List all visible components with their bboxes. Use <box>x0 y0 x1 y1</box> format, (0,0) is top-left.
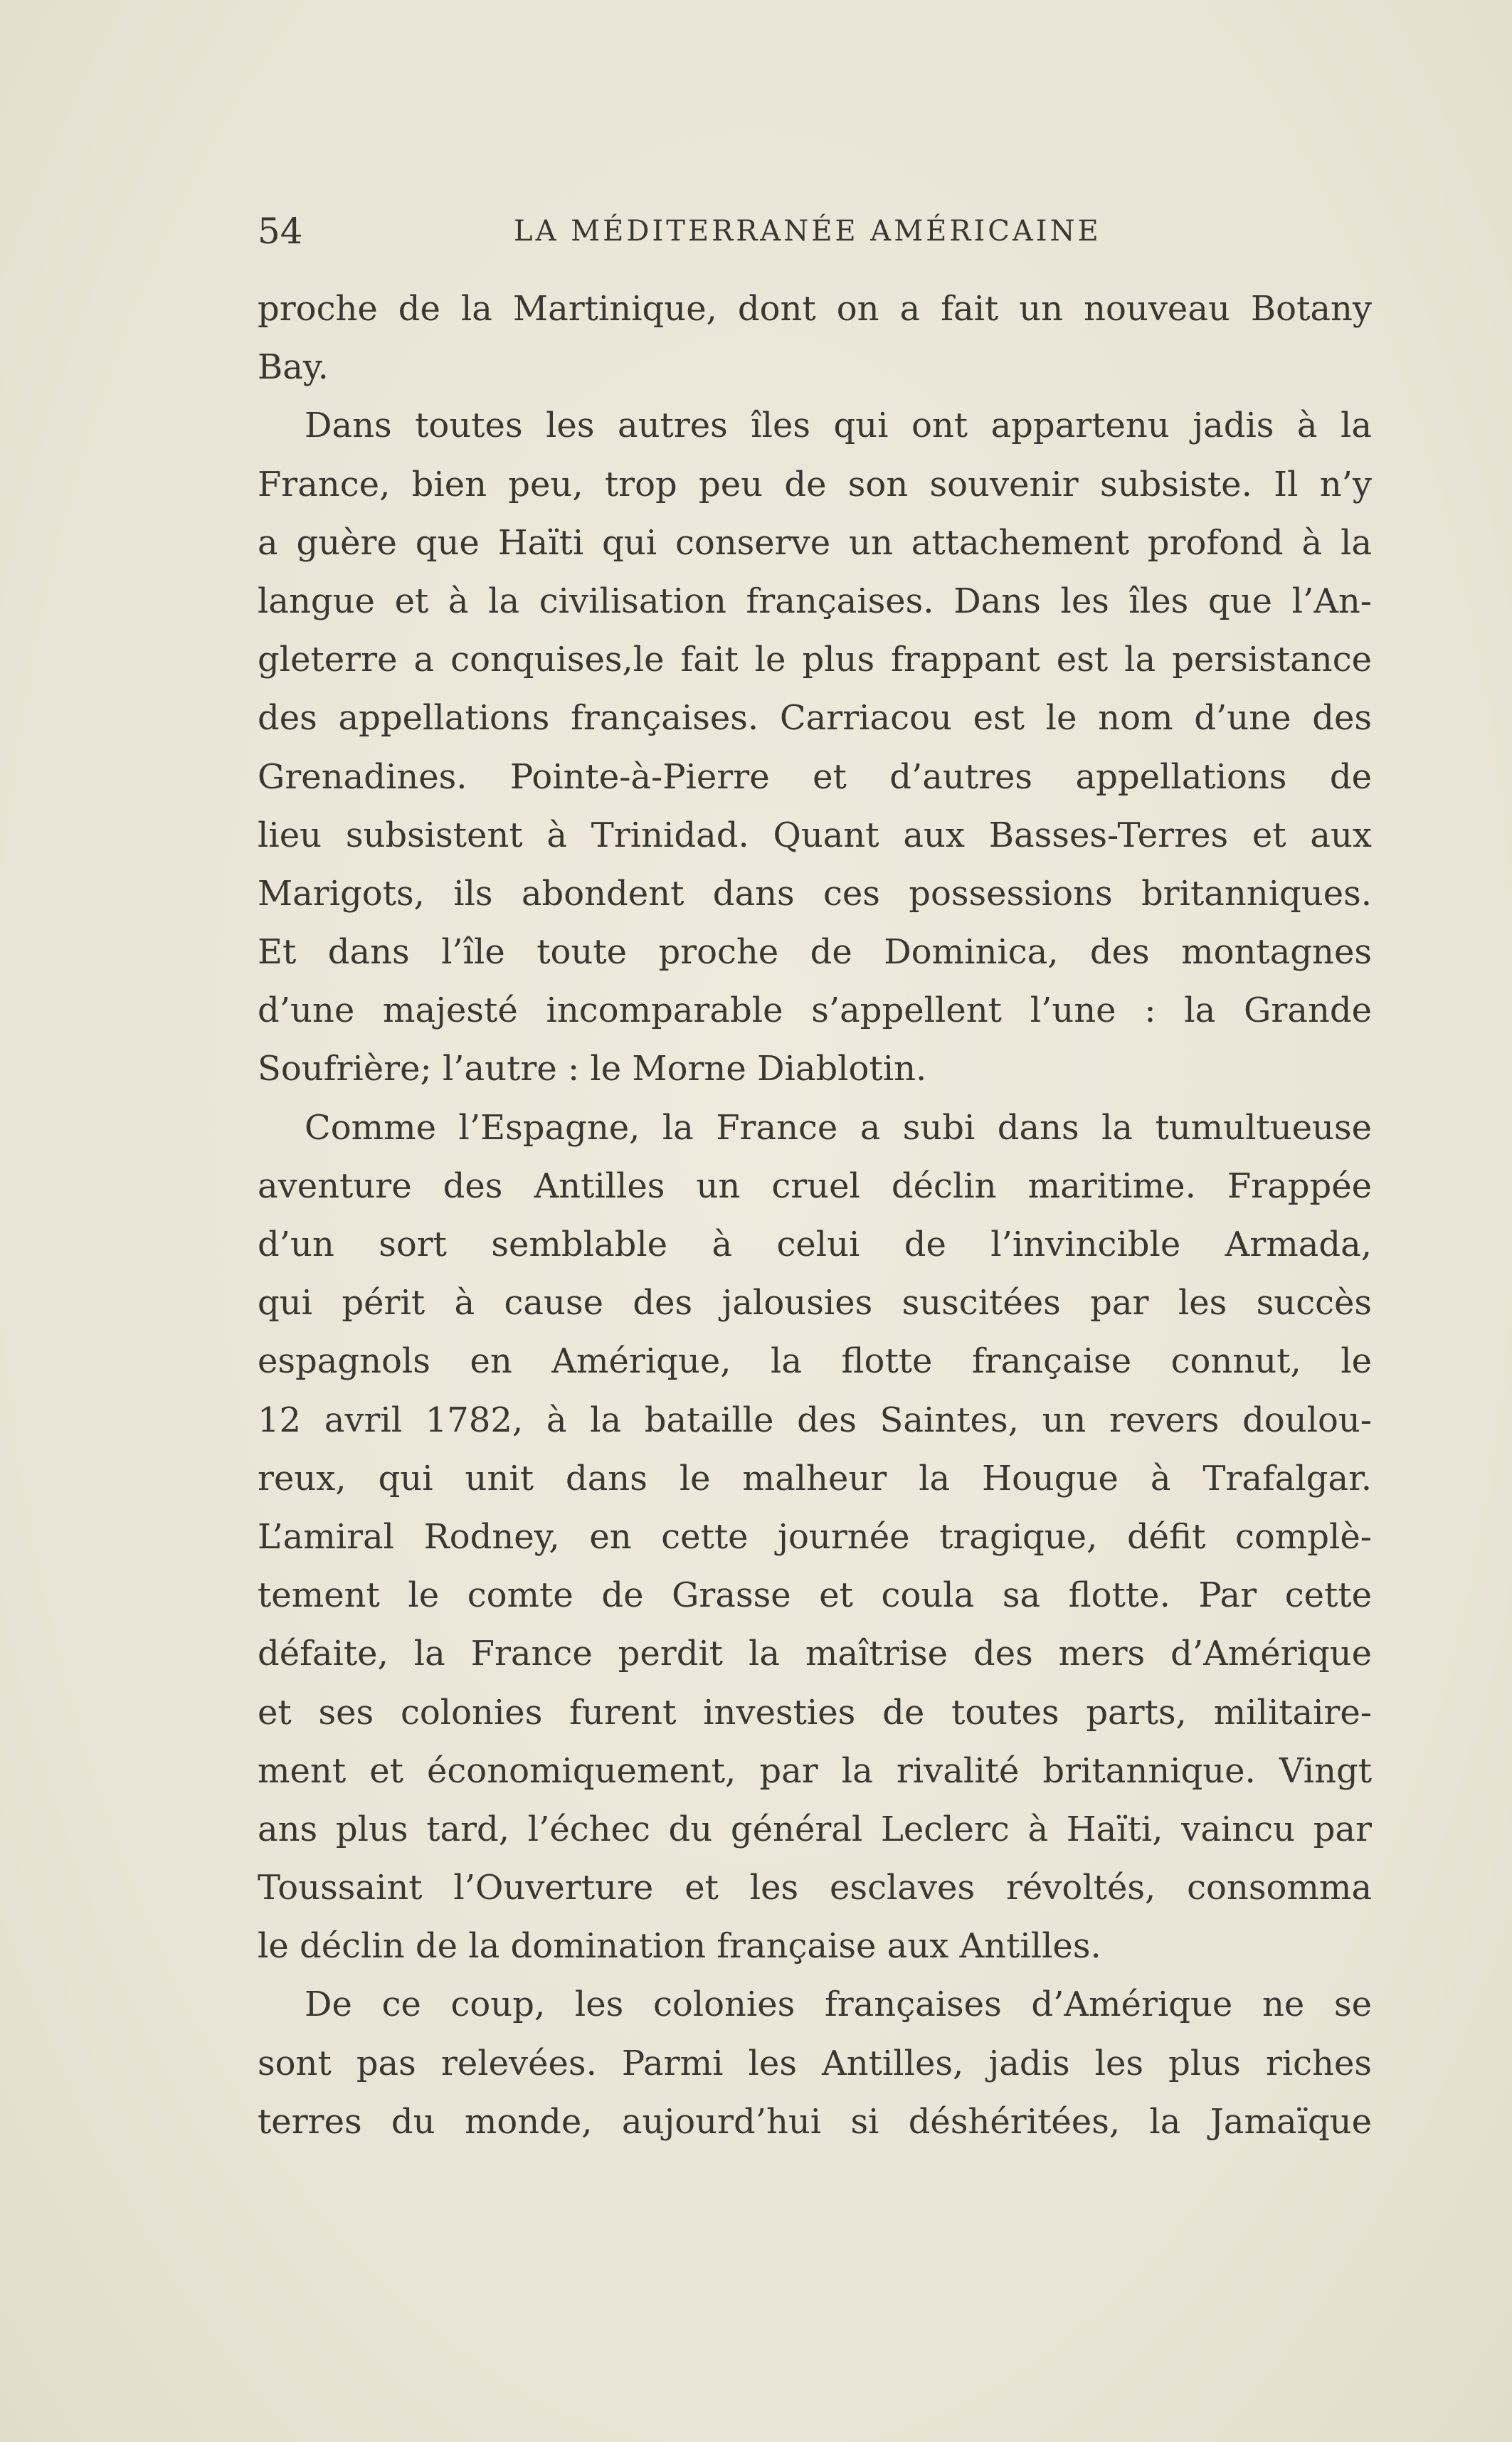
text-line: sont pas relevées. Parmi les Antilles, jadis les plus riches <box>258 2043 1372 2083</box>
text-line: terres du monde, aujourd’hui si déshéritées, la Jamaïque <box>258 2101 1372 2142</box>
text-line: et ses colonies furent investies de toutes parts, militaire- <box>258 1692 1372 1733</box>
text-line: aventure des Antilles un cruel déclin maritime. Frappée <box>258 1166 1372 1206</box>
text-line: lieu subsistent à Trinidad. Quant aux Basses-Terres et aux <box>258 815 1372 855</box>
text-line: Dans toutes les autres îles qui ont appartenu jadis à la <box>305 406 1372 446</box>
text-line: L’amiral Rodney, en cette journée tragique, défit complè- <box>258 1516 1372 1557</box>
text-line: Et dans l’île toute proche de Dominica, des montagnes <box>258 932 1372 973</box>
text-line: a guère que Haïti qui conserve un attachement profond à la <box>258 522 1372 563</box>
text-line: reux, qui unit dans le malheur la Hougue à Trafalgar. <box>258 1458 1372 1498</box>
text-line: ment et économiquement, par la rivalité britannique. Vingt <box>258 1750 1372 1791</box>
text-line: d’une majesté incomparable s’appellent l’une : la Grande <box>258 990 1372 1031</box>
page-number: 54 <box>258 211 303 252</box>
text-line: Toussaint l’Ouverture et les esclaves révoltés, consomma <box>258 1868 1372 1908</box>
text-line: des appellations françaises. Carriacou est le nom d’une des <box>258 698 1372 739</box>
body-text <box>258 280 1372 2151</box>
text-line: défaite, la France perdit la maîtrise des mers d’Amérique <box>258 1634 1372 1674</box>
text-line: 12 avril 1782, à la bataille des Saintes, un revers doulou- <box>258 1400 1372 1440</box>
page-header <box>258 203 1372 260</box>
text-line: Bay. <box>258 347 329 388</box>
text-line: Grenadines. Pointe-à-Pierre et d’autres appellations de <box>258 756 1372 797</box>
text-line: qui périt à cause des jalousies suscitées par les succès <box>258 1283 1372 1323</box>
text-line: Comme l’Espagne, la France a subi dans la tumultueuse <box>305 1107 1372 1148</box>
text-line: Soufrière; l’autre : le Morne Diablotin. <box>258 1049 927 1089</box>
running-title: LA MÉDITERRANÉE AMÉRICAINE <box>514 215 1101 248</box>
text-line: d’un sort semblable à celui de l’invincible Armada, <box>258 1225 1372 1264</box>
text-line: espagnols en Amérique, la flotte française connut, le <box>258 1341 1372 1382</box>
text-line: gleterre a conquises,le fait le plus frappant est la persistance <box>258 640 1372 680</box>
text-line: Marigots, ils abondent dans ces possessions britanniques. <box>258 873 1372 914</box>
text-line: De ce coup, les colonies françaises d’Amérique ne se <box>305 1984 1372 2025</box>
text-line: tement le comte de Grasse et coula sa flotte. Par cette <box>258 1575 1372 1616</box>
text-line: proche de la Martinique, dont on a fait un nouveau Botany <box>258 289 1372 329</box>
text-line: langue et à la civilisation françaises. Dans les îles que l’An- <box>258 581 1372 621</box>
text-line: le déclin de la domination française aux Antilles. <box>258 1926 1101 1967</box>
text-line: ans plus tard, l’échec du général Leclerc à Haïti, vaincu par <box>258 1809 1372 1849</box>
text-line: France, bien peu, trop peu de son souvenir subsiste. Il n’y <box>258 464 1372 504</box>
